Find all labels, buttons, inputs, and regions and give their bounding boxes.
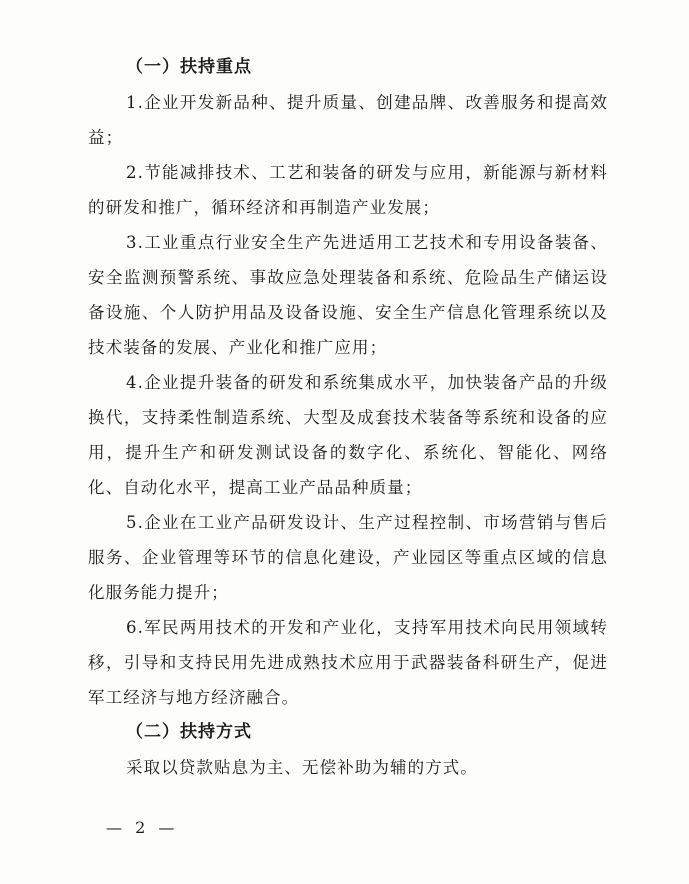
list-item: 6.军民两用技术的开发和产业化，支持军用技术向民用领域转移，引导和支持民用先进成熟技术应用于武器装备科研生产，促进军工经济与地方经济融合。	[88, 618, 608, 707]
section-heading-support-method: （二）扶持方式	[126, 722, 252, 742]
section-heading-support-focus: （一）扶持重点	[126, 57, 252, 77]
list-item: 2.节能减排技术、工艺和装备的研发与应用，新能源与新材料的研发和推广，循环经济和再制造产业发展；	[88, 163, 608, 217]
list-item: 4.企业提升装备的研发和系统集成水平，加快装备产品的升级换代，支持柔性制造系统、大型及成套技术装备等系统和设备的应用，提升生产和研发测试设备的数字化、系统化、智能化、网络化、自动化水平，提高工业产品品种质量；	[88, 373, 608, 497]
page-number: — 2 —	[106, 818, 179, 837]
list-item: 3.工业重点行业安全生产先进适用工艺技术和专用设备装备、安全监测预警系统、事故应急处理装备和系统、危险品生产储运设备设施、个人防护用品及设备设施、安全生产信息化管理系统以及技术装备的发展、产业化和推广应用；	[88, 233, 608, 357]
support-method-text: 采取以贷款贴息为主、无偿补助为辅的方式。	[126, 758, 478, 777]
list-item: 1.企业开发新品种、提升质量、创建品牌、改善服务和提高效益；	[88, 93, 608, 147]
list-item: 5.企业在工业产品研发设计、生产过程控制、市场营销与售后服务、企业管理等环节的信息化建设，产业园区等重点区域的信息化服务能力提升；	[88, 513, 608, 602]
document-body	[88, 50, 608, 785]
